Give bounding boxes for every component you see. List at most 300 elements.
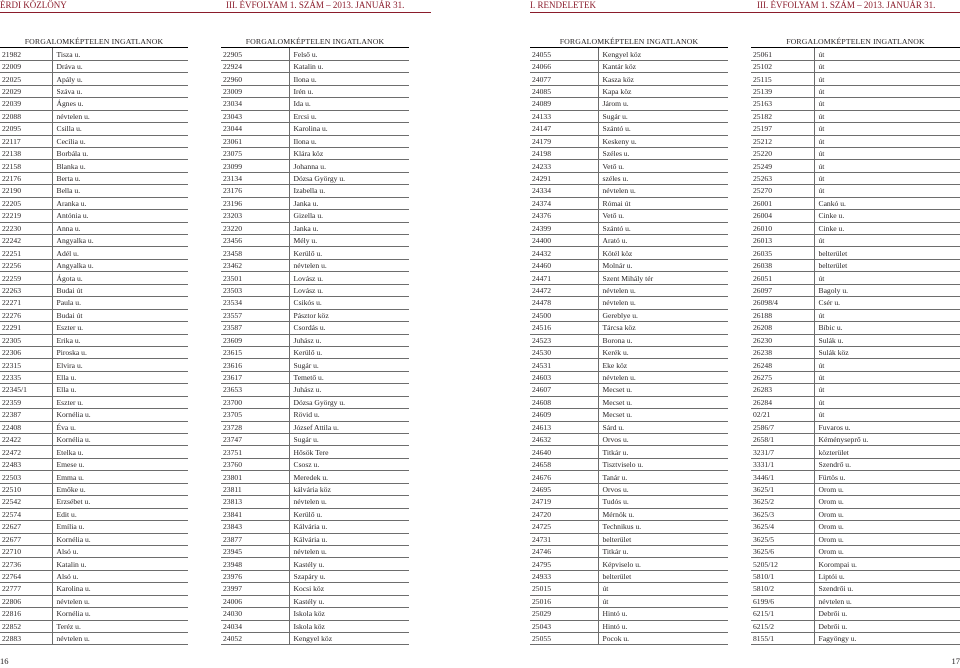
header-rule-left xyxy=(0,12,431,13)
parcel-number-cell: 24291 xyxy=(530,172,598,184)
property-table-2 xyxy=(221,36,409,645)
parcel-number-cell: 2658/1 xyxy=(751,434,814,446)
header-journal-title: ÉRDI KÖZLÖNY xyxy=(0,0,67,10)
street-name-cell: Edit u. xyxy=(52,508,188,520)
parcel-number-cell: 22627 xyxy=(0,521,52,533)
parcel-number-cell: 25043 xyxy=(530,620,598,632)
street-name-cell: kálvária köz xyxy=(289,483,409,495)
parcel-number-cell: 23801 xyxy=(221,471,289,483)
table-row xyxy=(530,147,728,159)
street-name-cell: Járom u. xyxy=(598,98,728,110)
street-name-cell: Emília u. xyxy=(52,521,188,533)
parcel-number-cell: 24376 xyxy=(530,210,598,222)
table-row xyxy=(0,446,188,458)
parcel-number-cell: 24676 xyxy=(530,471,598,483)
street-name-cell: Johanna u. xyxy=(289,160,409,172)
parcel-number-cell: 24052 xyxy=(221,633,289,645)
parcel-number-cell: 22510 xyxy=(0,483,52,495)
street-name-cell: Orom u. xyxy=(814,496,960,508)
table-row xyxy=(751,620,960,632)
parcel-number-cell: 24030 xyxy=(221,608,289,620)
parcel-number-cell: 23843 xyxy=(221,521,289,533)
parcel-number-cell: 22088 xyxy=(0,110,52,122)
table-row xyxy=(221,123,409,135)
parcel-number-cell: 23557 xyxy=(221,309,289,321)
table-row xyxy=(0,545,188,557)
street-name-cell: Vető u. xyxy=(598,210,728,222)
table-row xyxy=(221,620,409,632)
table-row xyxy=(751,259,960,271)
table-row xyxy=(0,359,188,371)
parcel-number-cell: 24478 xyxy=(530,297,598,309)
table-row xyxy=(221,558,409,570)
parcel-number-cell: 3231/7 xyxy=(751,446,814,458)
parcel-number-cell: 23997 xyxy=(221,583,289,595)
street-name-cell: út xyxy=(814,110,960,122)
table-row xyxy=(530,160,728,172)
street-name-cell: út xyxy=(814,371,960,383)
street-name-cell: Éva u. xyxy=(52,421,188,433)
parcel-number-cell: 24460 xyxy=(530,259,598,271)
street-name-cell: Ágnes u. xyxy=(52,98,188,110)
street-name-cell: út xyxy=(814,135,960,147)
street-name-cell: Karolina u. xyxy=(52,583,188,595)
table-row xyxy=(530,396,728,408)
street-name-cell: Sulák köz xyxy=(814,346,960,358)
parcel-number-cell: 23811 xyxy=(221,483,289,495)
parcel-number-cell: 24089 xyxy=(530,98,598,110)
parcel-number-cell: 24523 xyxy=(530,334,598,346)
table-row xyxy=(221,73,409,85)
parcel-number-cell: 24640 xyxy=(530,446,598,458)
parcel-number-cell: 23534 xyxy=(221,297,289,309)
table-row xyxy=(530,359,728,371)
table-row xyxy=(221,135,409,147)
street-name-cell: Kapa köz xyxy=(598,85,728,97)
parcel-number-cell: 22251 xyxy=(0,247,52,259)
table-row xyxy=(0,160,188,172)
parcel-number-cell: 22271 xyxy=(0,297,52,309)
table-row xyxy=(530,172,728,184)
street-name-cell: Antónia u. xyxy=(52,210,188,222)
street-name-cell: Cinke u. xyxy=(814,210,960,222)
table-row xyxy=(221,222,409,234)
parcel-number-cell: 26284 xyxy=(751,396,814,408)
parcel-number-cell: 24198 xyxy=(530,147,598,159)
parcel-number-cell: 25197 xyxy=(751,123,814,135)
street-name-cell: Mérnök u. xyxy=(598,508,728,520)
parcel-number-cell: 8155/1 xyxy=(751,633,814,645)
parcel-number-cell: 23099 xyxy=(221,160,289,172)
parcel-number-cell: 23044 xyxy=(221,123,289,135)
street-name-cell: Kocsi köz xyxy=(289,583,409,595)
table-row xyxy=(0,483,188,495)
table-row xyxy=(221,570,409,582)
street-name-cell: Széles u. xyxy=(598,147,728,159)
table-row xyxy=(221,583,409,595)
table-row xyxy=(221,608,409,620)
table-row xyxy=(221,48,409,60)
table-row xyxy=(0,521,188,533)
parcel-number-cell: 24334 xyxy=(530,185,598,197)
table-row xyxy=(751,396,960,408)
parcel-number-cell: 25015 xyxy=(530,583,598,595)
table-row xyxy=(0,583,188,595)
parcel-number-cell: 22335 xyxy=(0,371,52,383)
street-name-cell: Szendrő u. xyxy=(814,458,960,470)
parcel-number-cell: 6215/1 xyxy=(751,608,814,620)
table-row xyxy=(751,384,960,396)
parcel-number-cell: 24609 xyxy=(530,409,598,421)
table-row xyxy=(751,334,960,346)
header-rule-right xyxy=(530,12,960,13)
parcel-number-cell: 26035 xyxy=(751,247,814,259)
street-name-cell: Etelka u. xyxy=(52,446,188,458)
street-name-cell: közterület xyxy=(814,446,960,458)
parcel-number-cell: 26238 xyxy=(751,346,814,358)
parcel-number-cell: 24006 xyxy=(221,595,289,607)
street-name-cell: Tanár u. xyxy=(598,471,728,483)
street-name-cell: széles u. xyxy=(598,172,728,184)
street-name-cell: Angyalka u. xyxy=(52,259,188,271)
street-name-cell: Dózsa György u. xyxy=(289,396,409,408)
street-name-cell: belterület xyxy=(814,247,960,259)
parcel-number-cell: 24746 xyxy=(530,545,598,557)
street-name-cell: Hintó u. xyxy=(598,620,728,632)
street-name-cell: Dráva u. xyxy=(52,60,188,72)
table-row xyxy=(751,458,960,470)
street-name-cell: út xyxy=(598,595,728,607)
street-name-cell: belterület xyxy=(814,259,960,271)
table-row xyxy=(751,73,960,85)
parcel-number-cell: 23075 xyxy=(221,147,289,159)
table-row xyxy=(221,197,409,209)
parcel-number-cell: 22960 xyxy=(221,73,289,85)
table-row xyxy=(751,247,960,259)
street-name-cell: Ilona u. xyxy=(289,73,409,85)
parcel-number-cell: 24658 xyxy=(530,458,598,470)
table-row xyxy=(751,545,960,557)
parcel-number-cell: 6215/2 xyxy=(751,620,814,632)
table-row xyxy=(530,185,728,197)
parcel-number-cell: 22924 xyxy=(221,60,289,72)
parcel-number-cell: 22408 xyxy=(0,421,52,433)
parcel-number-cell: 24608 xyxy=(530,396,598,408)
street-name-cell: Szendrői u. xyxy=(814,583,960,595)
parcel-number-cell: 24133 xyxy=(530,110,598,122)
table-row xyxy=(530,409,728,421)
table-row xyxy=(751,297,960,309)
street-name-cell: Kasza köz xyxy=(598,73,728,85)
table-body xyxy=(0,48,188,645)
table-row xyxy=(751,471,960,483)
street-name-cell: út xyxy=(814,160,960,172)
table-row xyxy=(0,259,188,271)
parcel-number-cell: 3446/1 xyxy=(751,471,814,483)
street-name-cell: út xyxy=(814,147,960,159)
street-name-cell: Csilla u. xyxy=(52,123,188,135)
street-name-cell: Fürtös u. xyxy=(814,471,960,483)
street-name-cell: út xyxy=(814,272,960,284)
street-name-cell: Kálvária u. xyxy=(289,521,409,533)
parcel-number-cell: 22276 xyxy=(0,309,52,321)
parcel-number-cell: 3625/6 xyxy=(751,545,814,557)
table-row xyxy=(0,595,188,607)
table-row xyxy=(0,284,188,296)
street-name-cell: Ella u. xyxy=(52,371,188,383)
parcel-number-cell: 22158 xyxy=(0,160,52,172)
table-row xyxy=(751,371,960,383)
street-name-cell: Katalin u. xyxy=(289,60,409,72)
street-name-cell: Angyalka u. xyxy=(52,235,188,247)
table-row xyxy=(221,60,409,72)
parcel-number-cell: 22205 xyxy=(0,197,52,209)
table-row xyxy=(530,595,728,607)
table-row xyxy=(221,521,409,533)
table-row xyxy=(0,409,188,421)
table-title: FORGALOMKÉPTELEN INGATLANOK xyxy=(751,36,960,48)
table-row xyxy=(751,322,960,334)
street-name-cell: Mecset u. xyxy=(598,384,728,396)
table-row xyxy=(530,421,728,433)
parcel-number-cell: 23653 xyxy=(221,384,289,396)
table-row xyxy=(0,633,188,645)
street-name-cell: Borona u. xyxy=(598,334,728,346)
street-name-cell: Cinke u. xyxy=(814,222,960,234)
table-row xyxy=(0,309,188,321)
table-row xyxy=(530,235,728,247)
street-name-cell: Gizella u. xyxy=(289,210,409,222)
street-name-cell: Janka u. xyxy=(289,222,409,234)
street-name-cell: út xyxy=(814,60,960,72)
table-row xyxy=(0,570,188,582)
table-row xyxy=(221,172,409,184)
street-name-cell: Blanka u. xyxy=(52,160,188,172)
table-row xyxy=(751,85,960,97)
table-row xyxy=(0,608,188,620)
table-row xyxy=(751,135,960,147)
header-section-title: I. RENDELETEK xyxy=(530,0,596,10)
street-name-cell: Temető u. xyxy=(289,371,409,383)
parcel-number-cell: 24374 xyxy=(530,197,598,209)
table-row xyxy=(221,110,409,122)
street-name-cell: Csikós u. xyxy=(289,297,409,309)
street-name-cell: Kornélia u. xyxy=(52,409,188,421)
street-name-cell: Csosz u. xyxy=(289,458,409,470)
table-title: FORGALOMKÉPTELEN INGATLANOK xyxy=(221,36,409,48)
street-name-cell: út xyxy=(814,73,960,85)
parcel-number-cell: 23616 xyxy=(221,359,289,371)
parcel-number-cell: 23462 xyxy=(221,259,289,271)
street-name-cell: Kengyel köz xyxy=(289,633,409,645)
parcel-number-cell: 26013 xyxy=(751,235,814,247)
street-name-cell: Mecset u. xyxy=(598,396,728,408)
parcel-number-cell: 24077 xyxy=(530,73,598,85)
table-row xyxy=(0,123,188,135)
street-name-cell: Lovász u. xyxy=(289,284,409,296)
parcel-number-cell: 24531 xyxy=(530,359,598,371)
parcel-number-cell: 23728 xyxy=(221,421,289,433)
parcel-number-cell: 22852 xyxy=(0,620,52,632)
parcel-number-cell: 25220 xyxy=(751,147,814,159)
parcel-number-cell: 23034 xyxy=(221,98,289,110)
parcel-number-cell: 3331/1 xyxy=(751,458,814,470)
parcel-number-cell: 25102 xyxy=(751,60,814,72)
street-name-cell: Klára köz xyxy=(289,147,409,159)
parcel-number-cell: 23203 xyxy=(221,210,289,222)
street-name-cell: Orvos u. xyxy=(598,434,728,446)
table-row xyxy=(221,85,409,97)
parcel-number-cell: 24530 xyxy=(530,346,598,358)
table-row xyxy=(530,458,728,470)
table-row xyxy=(530,297,728,309)
street-name-cell: Vető u. xyxy=(598,160,728,172)
street-name-cell: Gereblye u. xyxy=(598,309,728,321)
table-row xyxy=(221,409,409,421)
table-row xyxy=(530,322,728,334)
table-row xyxy=(0,48,188,60)
table-row xyxy=(221,185,409,197)
parcel-number-cell: 25263 xyxy=(751,172,814,184)
parcel-number-cell: 22574 xyxy=(0,508,52,520)
parcel-number-cell: 24603 xyxy=(530,371,598,383)
parcel-number-cell: 21982 xyxy=(0,48,52,60)
street-name-cell: Pásztor köz xyxy=(289,309,409,321)
street-name-cell: Piroska u. xyxy=(52,346,188,358)
parcel-number-cell: 23134 xyxy=(221,172,289,184)
table-row xyxy=(751,60,960,72)
table-row xyxy=(530,570,728,582)
parcel-number-cell: 22029 xyxy=(0,85,52,97)
parcel-number-cell: 25163 xyxy=(751,98,814,110)
street-name-cell: Katalin u. xyxy=(52,558,188,570)
parcel-number-cell: 22483 xyxy=(0,458,52,470)
parcel-number-cell: 22242 xyxy=(0,235,52,247)
table-row xyxy=(751,483,960,495)
table-row xyxy=(0,371,188,383)
street-name-cell: út xyxy=(814,359,960,371)
table-row xyxy=(0,384,188,396)
parcel-number-cell: 23456 xyxy=(221,235,289,247)
street-name-cell: út xyxy=(814,409,960,421)
parcel-number-cell: 22764 xyxy=(0,570,52,582)
street-name-cell: Juhász u. xyxy=(289,384,409,396)
table-row xyxy=(530,284,728,296)
table-row xyxy=(530,434,728,446)
table-row xyxy=(530,583,728,595)
parcel-number-cell: 25182 xyxy=(751,110,814,122)
table-row xyxy=(0,620,188,632)
street-name-cell: Szent Mihály tér xyxy=(598,272,728,284)
street-name-cell: névtelen u. xyxy=(52,110,188,122)
street-name-cell: Tisztviselo u. xyxy=(598,458,728,470)
table-row xyxy=(221,284,409,296)
parcel-number-cell: 22472 xyxy=(0,446,52,458)
street-name-cell: névtelen u. xyxy=(52,595,188,607)
table-row xyxy=(0,247,188,259)
street-name-cell: Sárd u. xyxy=(598,421,728,433)
table-row xyxy=(751,48,960,60)
parcel-number-cell: 24055 xyxy=(530,48,598,60)
street-name-cell: út xyxy=(814,235,960,247)
parcel-number-cell: 25270 xyxy=(751,185,814,197)
street-name-cell: Ida u. xyxy=(289,98,409,110)
table-row xyxy=(751,210,960,222)
street-name-cell: névtelen u. xyxy=(289,496,409,508)
table-row xyxy=(751,160,960,172)
parcel-number-cell: 22806 xyxy=(0,595,52,607)
table-row xyxy=(530,533,728,545)
street-name-cell: belterület xyxy=(598,533,728,545)
street-name-cell: Sugár u. xyxy=(289,434,409,446)
street-name-cell: Kastély u. xyxy=(289,595,409,607)
table-row xyxy=(530,98,728,110)
table-row xyxy=(751,434,960,446)
parcel-number-cell: 25055 xyxy=(530,633,598,645)
table-row xyxy=(0,533,188,545)
street-name-cell: Orvos u. xyxy=(598,483,728,495)
street-name-cell: Meredek u. xyxy=(289,471,409,483)
parcel-number-cell: 24607 xyxy=(530,384,598,396)
table-row xyxy=(530,371,728,383)
street-name-cell: Iskola köz xyxy=(289,620,409,632)
page-number-left: 16 xyxy=(0,656,9,666)
table-row xyxy=(530,123,728,135)
table-row xyxy=(221,384,409,396)
parcel-number-cell: 22025 xyxy=(0,73,52,85)
table-row xyxy=(751,570,960,582)
parcel-number-cell: 25029 xyxy=(530,608,598,620)
table-row xyxy=(530,346,728,358)
table-row xyxy=(221,496,409,508)
table-row xyxy=(0,85,188,97)
parcel-number-cell: 24516 xyxy=(530,322,598,334)
table-row xyxy=(0,434,188,446)
parcel-number-cell: 23617 xyxy=(221,371,289,383)
parcel-number-cell: 3625/2 xyxy=(751,496,814,508)
parcel-number-cell: 22422 xyxy=(0,434,52,446)
parcel-number-cell: 24472 xyxy=(530,284,598,296)
street-name-cell: Hintó u. xyxy=(598,608,728,620)
parcel-number-cell: 25212 xyxy=(751,135,814,147)
parcel-number-cell: 24085 xyxy=(530,85,598,97)
table-row xyxy=(751,446,960,458)
parcel-number-cell: 24179 xyxy=(530,135,598,147)
parcel-number-cell: 26038 xyxy=(751,259,814,271)
street-name-cell: Ella u. xyxy=(52,384,188,396)
page-number-right: 17 xyxy=(951,656,960,666)
street-name-cell: Berta u. xyxy=(52,172,188,184)
parcel-number-cell: 22117 xyxy=(0,135,52,147)
street-name-cell: Szapáry u. xyxy=(289,570,409,582)
parcel-number-cell: 23043 xyxy=(221,110,289,122)
street-name-cell: út xyxy=(814,185,960,197)
street-name-cell: Kéményseprő u. xyxy=(814,434,960,446)
parcel-number-cell: 23813 xyxy=(221,496,289,508)
street-name-cell: Sugár u. xyxy=(598,110,728,122)
table-row xyxy=(221,297,409,309)
parcel-number-cell: 23501 xyxy=(221,272,289,284)
table-row xyxy=(530,197,728,209)
parcel-number-cell: 24400 xyxy=(530,235,598,247)
parcel-number-cell: 26283 xyxy=(751,384,814,396)
parcel-number-cell: 3625/1 xyxy=(751,483,814,495)
table-row xyxy=(221,210,409,222)
table-row xyxy=(751,595,960,607)
street-name-cell: Elvira u. xyxy=(52,359,188,371)
table-row xyxy=(530,309,728,321)
street-name-cell: Borbála u. xyxy=(52,147,188,159)
